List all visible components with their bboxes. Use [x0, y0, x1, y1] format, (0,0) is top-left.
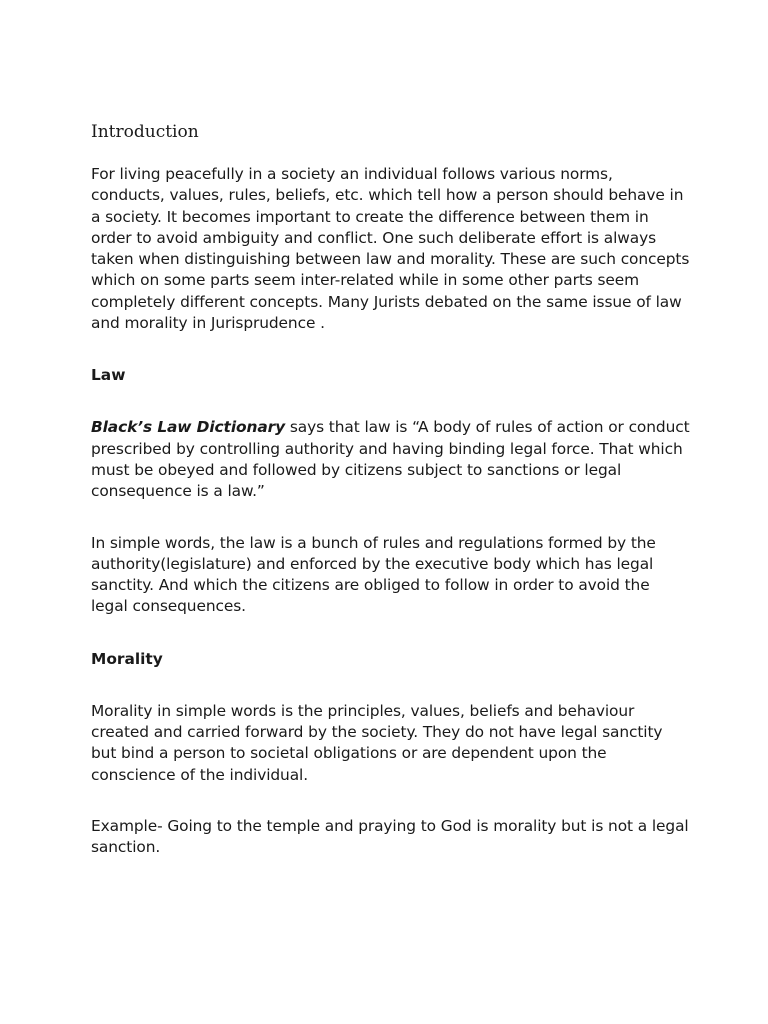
law-definition-text: says that law is “A body of rules of action or conduct prescribed by controlling authority and having binding legal force. That which must be obeyed and followed by citizens subject to sanctions or legal consequence is a law.” [91, 418, 690, 501]
document-page [91, 118, 691, 859]
blacks-law-dictionary-title: Black’s Law Dictionary [91, 418, 286, 437]
morality-paragraph: Morality in simple words is the principles, values, beliefs and behaviour created and carried forward by the society. They do not have legal sanctity but bind a person to societal obligations or are dependent upon the conscience of the individual. [91, 701, 663, 784]
introduction-heading: Introduction [91, 122, 199, 142]
law-simple-words-paragraph: In simple words, the law is a bunch of rules and regulations formed by the authority(legislature) and enforced by the executive body which has legal sanctity. And which the citizens are obliged to follow in order to avoid the legal consequences. [91, 533, 656, 616]
morality-heading: Morality [91, 649, 163, 668]
introduction-paragraph: For living peacefully in a society an individual follows various norms, conducts, values, rules, beliefs, etc. which tell how a person should behave in a society. It becomes important to create the difference between them in order to avoid ambiguity and conflict. One such deliberate effort is always taken when distinguishing between law and morality. These are such concepts which on some parts seem inter-related while in some other parts seem completely different concepts. Many Jurists debated on the same issue of law and morality in Jurisprudence . [91, 165, 690, 333]
example-paragraph: Example- Going to the temple and praying to God is morality but is not a legal sanction. [91, 816, 689, 857]
law-heading: Law [91, 366, 126, 385]
law-definition-paragraph [91, 417, 691, 502]
